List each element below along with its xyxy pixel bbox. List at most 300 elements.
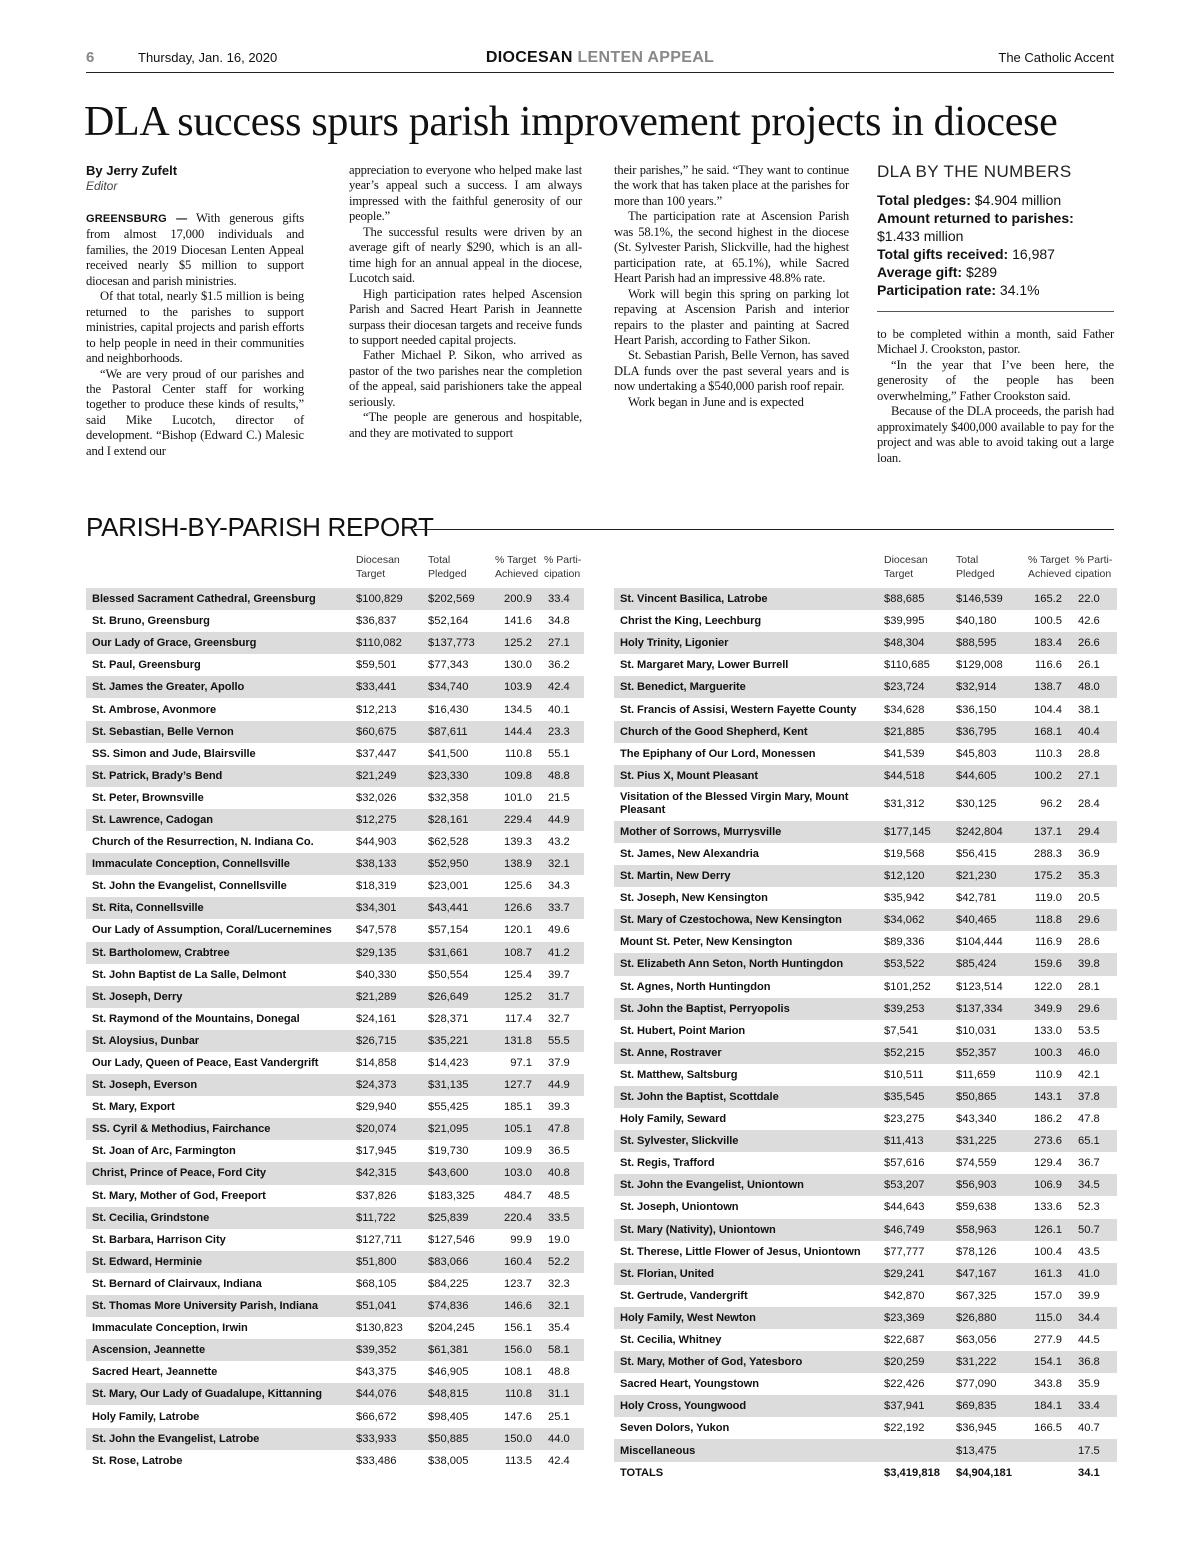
diocesan-target: $37,941 [878,1395,950,1417]
percent-target-achieved: 116.9 [1034,936,1062,949]
table-row [614,1152,1117,1174]
percent-target-achieved: 161.3 [1020,1263,1072,1285]
percent-participation: 37.9 [548,1057,570,1070]
percent-participation: 34.5 [1072,1174,1117,1196]
percent-participation: 42.4 [542,676,584,698]
percent-participation: 39.7 [548,968,570,981]
percent-participation: 26.1 [1078,659,1100,672]
diocesan-target: $21,249 [350,765,422,787]
diocesan-target: $89,336 [884,936,925,949]
parish-name: St. Margaret Mary, Lower Burrell [620,659,789,672]
total-pledged: $74,836 [422,1295,490,1317]
totals-pledged: $4,904,181 [956,1466,1012,1479]
diocesan-target: $21,289 [350,986,422,1008]
total-pledged: $36,945 [956,1422,997,1435]
parish-name: St. Bernard of Clairvaux, Indiana [92,1277,262,1290]
parish-name: St. Therese, Little Flower of Jesus, Uniontown [620,1245,861,1258]
parish-name: St. Sebastian, Belle Vernon [86,721,350,743]
percent-participation: 44.9 [542,809,584,831]
total-pledged: $36,795 [950,721,1020,743]
parish-name: St. Agnes, North Huntingdon [620,980,771,993]
table-row [86,1162,584,1184]
total-pledged: $137,773 [422,632,490,654]
byline [86,163,177,193]
diocesan-target: $31,312 [884,797,925,810]
diocesan-target: $14,858 [356,1057,397,1070]
total-pledged: $146,539 [950,588,1020,610]
percent-target-achieved: 137.1 [1020,821,1072,843]
article-paragraph: St. Sebastian Parish, Belle Vernon, has saved DLA funds over the past several years and is now undertaking a $540,000 parish roof repair. [614,348,849,394]
percent-participation: 41.2 [542,942,584,964]
table-row [86,1273,584,1295]
percent-target-achieved: 123.7 [504,1277,532,1290]
diocesan-target: $37,826 [356,1189,397,1202]
totals-participation: 34.1 [1078,1466,1100,1479]
diocesan-target: $57,616 [884,1157,925,1170]
totals-row [614,1462,1117,1484]
diocesan-target: $46,749 [878,1219,950,1241]
percent-target-achieved: 186.2 [1034,1113,1062,1126]
article-column-3 [614,163,849,410]
parish-name: Immaculate Conception, Connellsville [86,853,350,875]
total-pledged: $87,611 [422,721,490,743]
parish-name: St. Gertrude, Vandergrift [620,1289,748,1302]
parish-name: St. Vincent Basilica, Latrobe [614,588,878,610]
percent-target-achieved: 147.6 [504,1410,532,1423]
percent-participation: 42.6 [1078,615,1100,628]
table-row [614,1263,1117,1285]
total-pledged: $127,546 [428,1233,475,1246]
diocesan-target: $110,685 [884,659,930,672]
total-pledged: $78,126 [956,1245,997,1258]
table-row [614,1196,1117,1218]
parish-name: St. Thomas More University Parish, Indiana [86,1295,350,1317]
total-pledged: $41,500 [428,747,469,760]
percent-participation: 39.8 [1072,953,1117,975]
parish-name: St. Paul, Greensburg [92,659,201,672]
table-row [86,698,584,720]
total-pledged: $47,167 [950,1263,1020,1285]
total-pledged: $31,222 [950,1351,1020,1373]
table-row [86,809,584,831]
percent-target-achieved: 97.1 [510,1057,532,1070]
percent-target-achieved: 120.1 [504,924,532,937]
total-pledged: $13,475 [950,1439,1020,1461]
col-header-target: Diocesan Target [356,554,400,580]
total-pledged: $123,514 [956,980,1003,993]
table-row [86,1251,584,1273]
percent-target-achieved: 349.9 [1020,998,1072,1020]
total-pledged: $43,441 [422,897,490,919]
percent-target-achieved: 126.6 [490,897,542,919]
total-pledged: $34,740 [422,676,490,698]
percent-participation: 28.6 [1078,936,1100,949]
total-pledged: $56,903 [950,1174,1020,1196]
diocesan-target: $22,426 [884,1378,925,1391]
percent-target-achieved: 129.4 [1034,1157,1062,1170]
table-row [614,976,1117,998]
percent-participation: 48.0 [1072,676,1117,698]
col-header-pledged: Total Pledged [956,554,995,580]
percent-target-achieved: 109.8 [490,765,542,787]
table-row [86,1295,584,1317]
percent-target-achieved: 273.6 [1020,1130,1072,1152]
percent-target-achieved: 127.7 [490,1074,542,1096]
total-pledged: $50,885 [422,1428,490,1450]
parish-name: St. Bartholomew, Crabtree [86,942,350,964]
percent-target-achieved: 115.0 [1020,1307,1072,1329]
percent-target-achieved: 125.4 [504,968,532,981]
table-row [86,964,584,986]
total-pledged: $36,150 [956,703,997,716]
diocesan-target: $12,213 [356,703,397,716]
parish-name: St. Barbara, Harrison City [92,1233,226,1246]
percent-participation: 48.8 [548,1366,570,1379]
percent-target-achieved: 133.0 [1034,1024,1062,1037]
percent-participation: 33.4 [542,588,584,610]
table-row [86,765,584,787]
parish-name: St. Rose, Latrobe [92,1454,183,1467]
percent-target-achieved: 103.0 [490,1162,542,1184]
percent-participation: 23.3 [542,721,584,743]
parish-name: St. Joan of Arc, Farmington [92,1145,236,1158]
parish-name: Blessed Sacrament Cathedral, Greensburg [86,588,350,610]
parish-name: St. John the Baptist, Scottdale [614,1086,878,1108]
percent-target-achieved: 156.0 [490,1339,542,1361]
percent-participation: 37.8 [1072,1086,1117,1108]
percent-target-achieved: 126.1 [1020,1219,1072,1241]
left-parish-table [86,588,584,1472]
percent-participation: 48.5 [548,1189,570,1202]
total-pledged: $45,803 [956,747,997,760]
parish-name: St. Joseph, New Kensington [620,892,768,905]
diocesan-target: $42,870 [884,1289,925,1302]
diocesan-target: $44,518 [878,765,950,787]
total-pledged: $57,154 [428,924,469,937]
total-pledged: $88,595 [950,632,1020,654]
percent-target-achieved: 168.1 [1020,721,1072,743]
parish-name: St. John Baptist de La Salle, Delmont [92,968,287,981]
diocesan-target: $19,568 [884,847,925,860]
parish-name: St. Raymond of the Mountains, Donegal [92,1012,300,1025]
total-pledged: $25,839 [422,1207,490,1229]
percent-target-achieved: 113.5 [504,1454,532,1467]
percent-target-achieved: 116.6 [1034,659,1062,672]
table-row [614,1307,1117,1329]
table-row [614,1042,1117,1064]
percent-target-achieved: 184.1 [1020,1395,1072,1417]
percent-target-achieved: 104.4 [1034,703,1062,716]
total-pledged: $69,835 [950,1395,1020,1417]
total-pledged: $104,444 [956,936,1003,949]
percent-participation: 44.5 [1078,1334,1100,1347]
percent-participation: 42.1 [1078,1068,1100,1081]
percent-participation: 20.5 [1078,892,1100,905]
percent-participation: 44.0 [542,1428,584,1450]
table-row [614,865,1117,887]
total-pledged: $31,135 [422,1074,490,1096]
parish-name: St. Mary, Mother of God, Freeport [92,1189,266,1202]
diocesan-target: $48,304 [878,632,950,654]
diocesan-target: $23,369 [878,1307,950,1329]
table-row [614,821,1117,843]
diocesan-target: $29,241 [878,1263,950,1285]
table-row [86,1185,584,1207]
diocesan-target: $60,675 [350,721,422,743]
article-column-2 [349,163,582,441]
percent-participation: 38.1 [1078,703,1100,716]
percent-participation: 31.1 [542,1383,584,1405]
percent-participation: 35.4 [548,1322,570,1335]
total-pledged: $204,245 [428,1322,475,1335]
section-title-part1: DIOCESAN [485,49,573,66]
parish-name: St. Bruno, Greensburg [92,615,210,628]
percent-target-achieved: 122.0 [1034,980,1062,993]
percent-target-achieved: 108.1 [504,1366,532,1379]
table-row [614,931,1117,953]
publication-name: The Catholic Accent [998,50,1114,65]
stat-total-pledges: Total pledges: $4.904 million [877,192,1062,208]
parish-name: St. Martin, New Derry [614,865,878,887]
total-pledged: $14,423 [428,1057,469,1070]
total-pledged: $85,424 [950,953,1020,975]
percent-participation: 52.2 [542,1251,584,1273]
table-row [86,1008,584,1030]
parish-name: St. Peter, Brownsville [92,791,204,804]
diocesan-target: $35,545 [878,1086,950,1108]
total-pledged: $61,381 [422,1339,490,1361]
table-row [614,1108,1117,1130]
table-row [614,887,1117,909]
parish-name: St. Mary, Mother of God, Yatesboro [614,1351,878,1373]
diocesan-target: $20,074 [350,1118,422,1140]
percent-participation: 36.9 [1078,847,1100,860]
diocesan-target: $39,352 [350,1339,422,1361]
percent-participation: 55.5 [542,1030,584,1052]
parish-name: St. James, New Alexandria [620,847,759,860]
total-pledged: $10,031 [956,1024,997,1037]
percent-participation: 35.3 [1072,865,1117,887]
total-pledged: $31,661 [422,942,490,964]
percent-participation: 47.8 [1078,1113,1100,1126]
parish-name: St. Joseph, Everson [86,1074,350,1096]
percent-target-achieved [1020,1439,1072,1461]
stat-participation-rate: Participation rate: 34.1% [877,282,1040,298]
parish-name: St. Florian, United [614,1263,878,1285]
diocesan-target: $23,724 [878,676,950,698]
percent-target-achieved: 185.1 [504,1101,532,1114]
percent-target-achieved: 96.2 [1040,797,1062,810]
article-paragraph: their parishes,” he said. “They want to continue the work that has taken place at the parishes for more than 100 years.” [614,163,849,208]
percent-target-achieved: 100.2 [1020,765,1072,787]
article-paragraph: High participation rates helped Ascension Parish and Sacred Heart Parish in Jeannette surpass their diocesan targets and receive funds to support needed capital projects. [349,286,582,347]
percent-target-achieved: 157.0 [1034,1289,1062,1302]
total-pledged: $52,164 [428,615,469,628]
total-pledged: $26,649 [422,986,490,1008]
diocesan-target: $177,145 [878,821,950,843]
diocesan-target: $44,076 [350,1383,422,1405]
percent-target-achieved: 109.9 [504,1145,532,1158]
total-pledged: $44,605 [950,765,1020,787]
total-pledged: $32,358 [428,791,469,804]
total-pledged: $52,357 [950,1042,1020,1064]
percent-participation: 42.4 [548,1454,570,1467]
percent-participation: 29.6 [1072,909,1117,931]
table-row [614,1130,1117,1152]
parish-name: St. Benedict, Marguerite [614,676,878,698]
parish-name: St. Cecilia, Whitney [620,1334,722,1347]
table-row [86,1361,584,1383]
table-row [86,1030,584,1052]
percent-participation: 50.7 [1072,1219,1117,1241]
percent-target-achieved: 138.9 [490,853,542,875]
percent-target-achieved: 144.4 [490,721,542,743]
total-pledged: $28,161 [422,809,490,831]
diocesan-target: $26,715 [350,1030,422,1052]
diocesan-target: $52,215 [878,1042,950,1064]
stat-amount-returned: Amount returned to parishes: $1.433 million [877,210,1074,244]
percent-target-achieved: 288.3 [1034,847,1062,860]
total-pledged: $32,914 [950,676,1020,698]
diocesan-target: $11,722 [350,1207,422,1229]
total-pledged: $31,225 [950,1130,1020,1152]
percent-target-achieved: 103.9 [490,676,542,698]
percent-target-achieved: 277.9 [1034,1334,1062,1347]
parish-name: Miscellaneous [614,1439,878,1461]
percent-target-achieved: 117.4 [504,1012,532,1025]
percent-target-achieved: 133.6 [1034,1201,1062,1214]
parish-name: St. John the Evangelist, Latrobe [86,1428,350,1450]
parish-name: Holy Family, Latrobe [92,1410,200,1423]
parish-name: Mother of Sorrows, Murrysville [614,821,878,843]
table-row [614,843,1117,865]
table-row [614,1174,1117,1196]
percent-participation: 40.7 [1078,1422,1100,1435]
col-header-achieved: % Target Achieved [495,554,539,580]
parish-name: Sacred Heart, Jeannette [92,1366,218,1379]
diocesan-target: $29,940 [356,1101,397,1114]
diocesan-target: $37,447 [356,747,397,760]
percent-target-achieved: 343.8 [1034,1378,1062,1391]
total-pledged: $98,405 [428,1410,469,1423]
table-row [86,588,584,610]
percent-participation: 65.1 [1072,1130,1117,1152]
parish-name: The Epiphany of Our Lord, Monessen [620,747,816,760]
table-row [614,953,1117,975]
percent-target-achieved: 166.5 [1034,1422,1062,1435]
percent-participation: 33.5 [542,1207,584,1229]
diocesan-target: $66,672 [356,1410,397,1423]
percent-participation: 32.3 [548,1277,570,1290]
parish-name: St. Joseph, Uniontown [620,1201,739,1214]
table-row [86,1096,584,1118]
table-row [614,698,1117,720]
parish-name: Ascension, Jeannette [86,1339,350,1361]
percent-target-achieved: 159.6 [1020,953,1072,975]
total-pledged: $19,730 [428,1145,469,1158]
parish-name: St. Patrick, Brady’s Bend [86,765,350,787]
table-row [614,1351,1117,1373]
percent-target-achieved: 183.4 [1020,632,1072,654]
percent-target-achieved: 150.0 [490,1428,542,1450]
total-pledged: $21,095 [422,1118,490,1140]
parish-name: St. Regis, Trafford [620,1157,715,1170]
percent-target-achieved: 108.7 [490,942,542,964]
total-pledged: $43,340 [956,1113,997,1126]
percent-participation: 55.1 [548,747,570,760]
table-row [614,1086,1117,1108]
diocesan-target: $23,275 [884,1113,925,1126]
table-row [614,588,1117,610]
percent-target-achieved: 125.2 [490,632,542,654]
table-row [86,986,584,1008]
percent-participation: 39.3 [548,1101,570,1114]
total-pledged: $62,528 [428,836,469,849]
parish-name: Mount St. Peter, New Kensington [620,936,793,949]
percent-target-achieved: 139.3 [504,836,532,849]
percent-target-achieved: 229.4 [490,809,542,831]
percent-target-achieved: 100.4 [1034,1245,1062,1258]
total-pledged: $50,865 [950,1086,1020,1108]
percent-participation: 32.1 [542,853,584,875]
parish-name: SS. Simon and Jude, Blairsville [92,747,256,760]
article-paragraph: The participation rate at Ascension Parish was 58.1%, the second highest in the diocese (St. Sylvester Parish, Slickville, had the highest participation rate, at 65.1%), while Sacred Heart Parish had an impressive 48.8% rate. [614,209,849,286]
percent-participation: 26.6 [1072,632,1117,654]
diocesan-target: $88,685 [878,588,950,610]
percent-participation: 47.8 [542,1118,584,1140]
percent-participation: 35.9 [1078,1378,1100,1391]
totals-achieved [1020,1462,1072,1484]
parish-name: St. John the Baptist, Perryopolis [614,998,878,1020]
article-paragraph: “In the year that I’ve been here, the generosity of the people has been overwhelming,” Father Crookston said. [877,357,1114,403]
percent-target-achieved: 119.0 [1034,892,1062,905]
table-row [86,853,584,875]
col-header-achieved: % Target Achieved [1028,554,1072,580]
percent-participation: 36.7 [1078,1157,1100,1170]
diocesan-target: $101,252 [884,980,931,993]
totals-target: $3,419,818 [884,1466,940,1479]
percent-target-achieved: 101.0 [504,791,532,804]
percent-participation: 34.4 [1072,1307,1117,1329]
percent-target-achieved: 131.8 [490,1030,542,1052]
percent-participation: 17.5 [1072,1439,1117,1461]
total-pledged: $38,005 [428,1454,469,1467]
diocesan-target: $34,301 [350,897,422,919]
table-row [614,654,1117,676]
parish-name: St. John the Evangelist, Uniontown [614,1174,878,1196]
table-row [614,765,1117,787]
diocesan-target: $17,945 [356,1145,397,1158]
total-pledged: $11,659 [956,1068,996,1081]
parish-name: St. Pius X, Mount Pleasant [614,765,878,787]
article-paragraph: “The people are generous and hospitable, and they are motivated to support [349,410,582,440]
table-row [86,1229,584,1251]
page-header [86,48,1114,70]
table-row [614,721,1117,743]
table-row [86,1339,584,1361]
total-pledged: $183,325 [428,1189,475,1202]
percent-participation: 34.3 [548,880,570,893]
headline: DLA success spurs parish improvement projects in diocese [84,99,1058,145]
diocesan-target: $22,687 [884,1334,925,1347]
table-row [86,942,584,964]
parish-name: St. Rita, Connellsville [86,897,350,919]
table-row [86,1405,584,1427]
article-paragraph: “We are very proud of our parishes and the Pastoral Center staff for working together to produce these kinds of results,” said Mike Lucotch, director of development. “Bishop (Edward C.) Malesic and I extend our [86,366,304,458]
section-title [86,49,1114,67]
table-row [86,919,584,941]
diocesan-target: $11,413 [878,1130,950,1152]
